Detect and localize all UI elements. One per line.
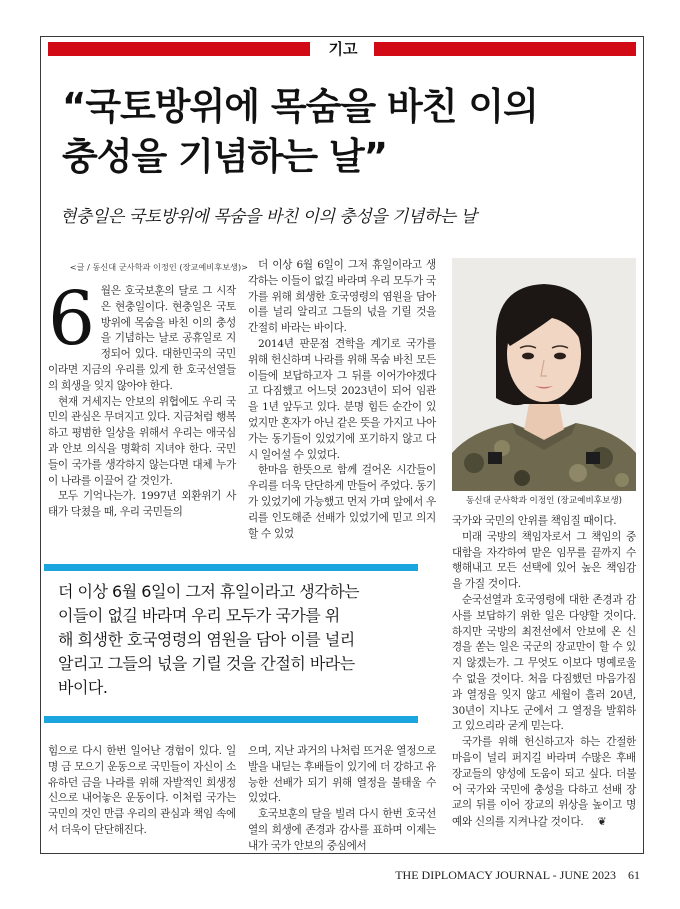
col1-paragraph-1: 6 월은 호국보훈의 달로 그 시작은 현충일이다. 현충일은 국토방위에 목숨을 바친 이의 충성을 기념하는 날로 공휴일로 지정되어 있다. 대한민국의 국민이라면 지금의 우리를 있게 한 호국선열들의 희생을 잊지 않아야 한다.: [48, 276, 236, 392]
col3-paragraph-3: 순국선열과 호국영령에 대한 존경과 감사를 보답하기 위한 일은 다양할 것이다. 하지만 국방의 최전선에서 안보에 온 신경을 쏟는 일은 국군의 장교만이 할 수 있지 않겠는가. 그 무엇도 이보다 명예로울 수 없을 것이다. 처음 다짐했던 마음가짐과 열정을 잊지 않고 세월이 흘러 20년, 30년이 지나도 군에서 그 열정을 발휘하고 있으리라 굳게 믿는다.: [452, 593, 636, 733]
column-3: [452, 514, 636, 831]
col2b-paragraph-1: 으며, 지난 과거의 나처럼 뜨거운 열정으로 발을 내딛는 후배들이 있기에 더 강하고 유능한 선배가 되기 위해 열정을 불태울 수 있었다.: [248, 745, 436, 805]
subtitle: 현충일은 국토방위에 목숨을 바친 이의 충성을 기념하는 날: [60, 207, 477, 227]
pullquote-line-1: 더 이상 6월 6일이 그저 휴일이라고 생각하는: [58, 582, 360, 601]
column-2-top: [248, 258, 436, 542]
col1-paragraph-2: 현재 거세지는 안보의 위협에도 우리 국민의 관심은 무뎌지고 있다. 지금처럼 행복하고 평범한 일상을 위해서 우리는 애국심과 안보 의식을 명확히 지녀야 한다. 국민들이 국가를 생각하지 않는다면 대체 누가 이 나라를 이끌어 갈 것인가.: [48, 395, 236, 487]
drop-cap: 6: [48, 276, 95, 362]
col1b-paragraph-1: 힘으로 다시 한번 일어난 경험이 있다. 일명 금 모으기 운동으로 국민들이 자신이 소유하던 금을 나라를 위해 자발적인 희생정신으로 내어놓은 운동이다. 이처럼 국가는 국민의 것인 만큼 우리의 관심과 책임 속에서 더욱이 단단해진다.: [48, 745, 236, 836]
end-mark-icon: ❦: [597, 815, 607, 829]
headline: [62, 82, 622, 182]
pullquote-line-5: 바이다.: [58, 678, 108, 697]
pullquote-line-4: 알리고 그들의 넋을 기릴 것을 간절히 바라는: [58, 654, 355, 673]
column-1-top: [48, 276, 236, 521]
pullquote: [58, 580, 408, 700]
photo-caption: 동신대 군사학과 이정인 (장교예비후보생): [465, 496, 623, 506]
author-photo: [452, 258, 636, 491]
section-label: 기고: [328, 40, 358, 58]
journal-name: THE DIPLOMACY JOURNAL - JUNE 2023: [395, 868, 616, 882]
col2-paragraph-3: 한마음 한뜻으로 함께 걸어온 시간들이 우리를 더욱 단단하게 만들어 주었다. 동기가 있었기에 가능했고 먼저 가며 앞에서 우리를 인도해준 선배가 있었기에 믿고 의지할 수 있었: [248, 464, 436, 540]
page-footer: [395, 868, 640, 883]
col2-paragraph-2: 2014년 판문점 견학을 계기로 국가를 위해 헌신하며 나라를 위해 목숨 바친 모든 이들에 보답하고자 그 뒤를 이어가야겠다고 다짐했고 어느덧 2023년이 되어 임관을 1년 앞두고 있다. 분명 힘든 순간이 있었지만 혼자가 아닌 같은 뜻을 가지고 나아가는 동기들이 있었기에 포기하지 않고 다시 일어설 수 있었다.: [248, 337, 436, 461]
column-2-bottom: [248, 744, 436, 855]
pullquote-line-2: 이들이 없길 바라며 우리 모두가 국가를 위: [58, 606, 340, 625]
col2-paragraph-1: 더 이상 6월 6일이 그저 휴일이라고 생각하는 이들이 없길 바라며 우리 모두가 국가를 위해 희생한 호국영령의 염원을 담아 이를 널리 알리고 그들의 넋을 기릴 것을 간절히 바라는 바이다.: [248, 259, 436, 335]
byline: <글 / 동신대 군사학과 이정인 (장교예비후보생)>: [69, 262, 248, 272]
col3-paragraph-1: 국가와 국민의 안위를 책임질 때이다.: [452, 515, 617, 527]
col3-paragraph-4: 국가를 위해 헌신하고자 하는 간절한 마음이 널리 퍼지길 바라며 수많은 후배 장교들의 양성에 도움이 되고 싶다. 더불어 국가와 국민에 충성을 다하고 선배 장교의 뒤를 이어 장교의 위상을 높이고 명예와 신의를 지켜나갈 것이다. ❦: [452, 736, 636, 829]
headline-line-2: 충성을 기념하는 날”: [62, 135, 388, 178]
col1-paragraph-3: 모두 기억나는가. 1997년 외환위기 사태가 닥쳤을 때, 우리 국민들의: [48, 490, 236, 519]
section-rule-right: [374, 42, 636, 56]
headline-line-1: “국토방위에 목숨을 바친 이의: [62, 85, 538, 128]
column-1-bottom: [48, 744, 236, 839]
pullquote-line-3: 해 희생한 호국영령의 염원을 담아 이를 널리: [58, 630, 355, 649]
author-portrait-image: [452, 258, 636, 491]
col3-paragraph-2: 미래 국방의 책임자로서 그 책임의 중대함을 자각하여 맡은 임무를 끝까지 수행해내고 모든 선택에 있어 높은 책임감을 가질 것이다.: [452, 530, 636, 591]
pullquote-rule-top: [44, 564, 418, 571]
page-number: 61: [628, 868, 640, 882]
pullquote-rule-bottom: [44, 716, 418, 723]
col2b-paragraph-2: 호국보훈의 달을 빌려 다시 한번 호국선열의 희생에 존경과 감사를 표하며 이제는 내가 국가 안보의 중심에서: [248, 808, 436, 852]
section-rule-left: [48, 42, 310, 56]
